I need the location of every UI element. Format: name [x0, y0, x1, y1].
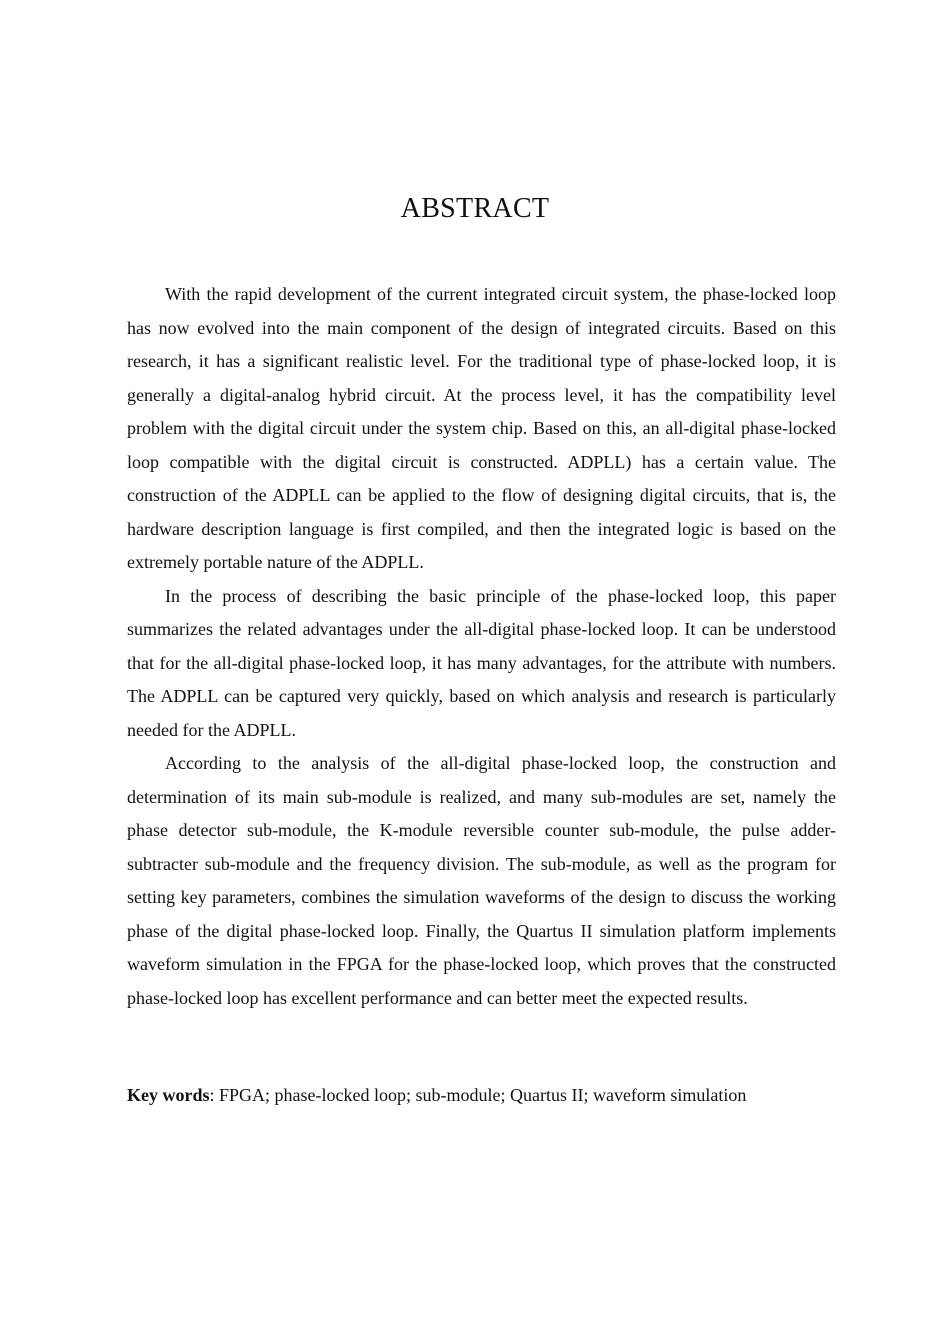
keywords-label: Key words: [127, 1085, 210, 1105]
page-title: ABSTRACT: [400, 193, 550, 224]
abstract-paragraph-3: According to the analysis of the all-digital phase-locked loop, the construction and determination of its main sub-module is realized, and many sub-modules are set, namely the phase detector sub-module, the K-module reversible counter sub-module, the pulse adder-subtracter sub-module and the frequency division. The sub-module, as well as the program for setting key parameters, combines the simulation waveforms of the design to discuss the working phase of the digital phase-locked loop. Finally, the Quartus II simulation platform implements waveform simulation in the FPGA for the phase-locked loop, which proves that the constructed phase-locked loop has excellent performance and can better meet the expected results.: [127, 753, 836, 1008]
keywords-list: : FPGA; phase-locked loop; sub-module; Quartus II; waveform simulation: [209, 1085, 747, 1105]
abstract-paragraph-2: In the process of describing the basic principle of the phase-locked loop, this paper summarizes the related advantages under the all-digital phase-locked loop. It can be understood that for the all-digital phase-locked loop, it has many advantages, for the attribute with numbers. The ADPLL can be captured very quickly, based on which analysis and research is particularly needed for the ADPLL.: [127, 585, 836, 740]
abstract-body: [127, 278, 836, 1015]
keywords-line: [127, 1079, 836, 1113]
abstract-paragraph-1: With the rapid development of the current integrated circuit system, the phase-locked loop has now evolved into the main component of the design of integrated circuits. Based on this research, it has a significant realistic level. For the traditional type of phase-locked loop, it is generally a digital-analog hybrid circuit. At the process level, it has the compatibility level problem with the digital circuit under the system chip. Based on this, an all-digital phase-locked loop compatible with the digital circuit is constructed. ADPLL) has a certain value. The construction of the ADPLL can be applied to the flow of designing digital circuits, that is, the hardware description language is first compiled, and then the integrated logic is based on the extremely portable nature of the ADPLL.: [127, 284, 836, 572]
